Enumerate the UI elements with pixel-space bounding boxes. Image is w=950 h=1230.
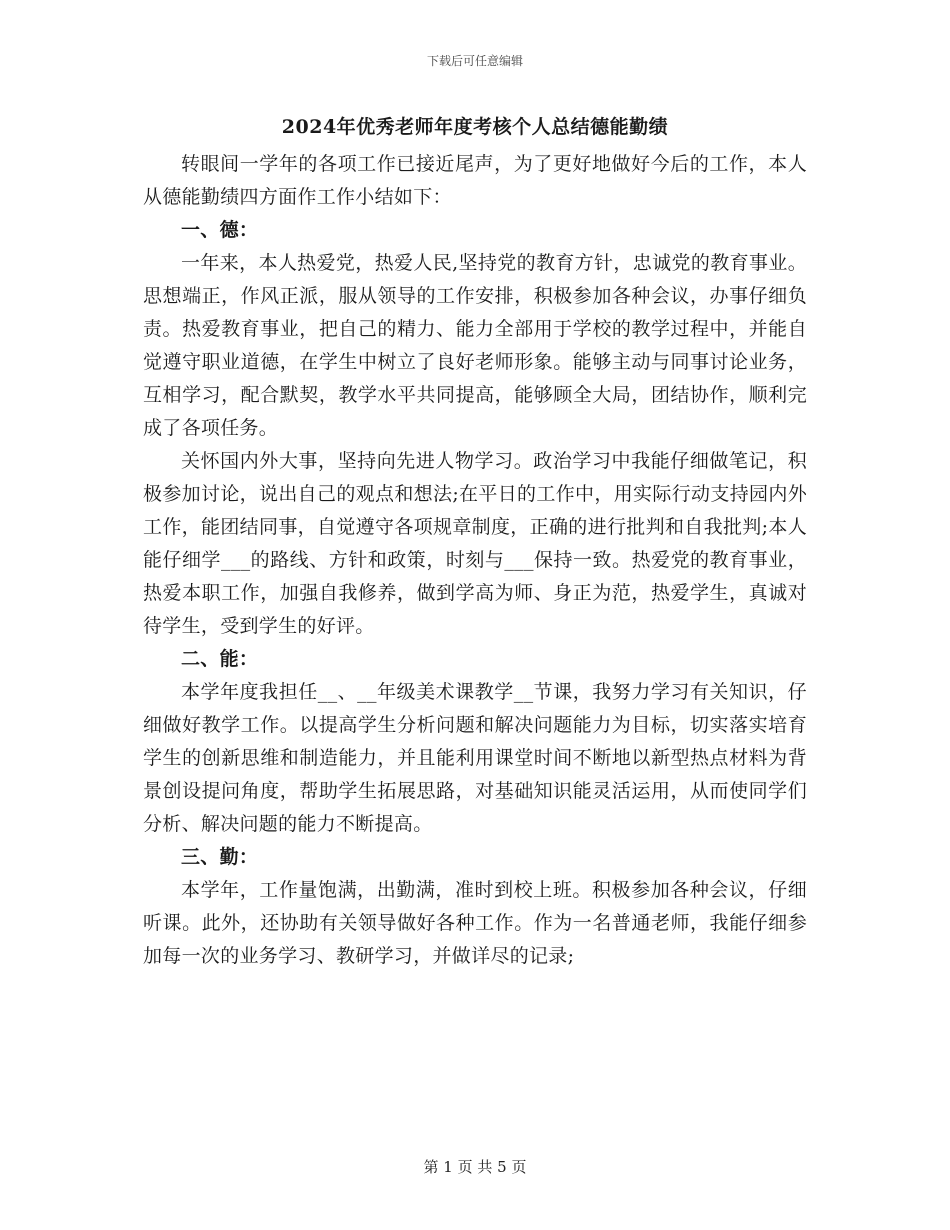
section-heading-de: 一、德： — [181, 219, 259, 241]
section-neng-paragraph-1: 本学年度我担任__、__年级美术课教学__节课，我努力学习有关知识，仔细做好教学工作。以提高学生分析问题和解决问题能力为目标，切实落实培育学生的创新思维和制造能力，并且能利用课堂时间不断地以新型热点材料为背景创设提问角度，帮助学生拓展思路，对基础知识能灵活运用，从而使同学们分析、解决问题的能力不断提高。 — [143, 681, 807, 835]
page-number: 第 1 页 共 5 页 — [423, 1158, 527, 1176]
document-body — [143, 148, 807, 973]
section-heading-qin: 三、勤： — [181, 846, 259, 868]
document-title: 2024年优秀老师年度考核个人总结德能勤绩 — [281, 116, 669, 138]
page-header-note: 下载后可任意编辑 — [426, 54, 523, 68]
section-qin-paragraph-1: 本学年，工作量饱满，出勤满，准时到校上班。积极参加各种会议，仔细听课。此外，还协助有关领导做好各种工作。作为一名普通老师，我能仔细参加每一次的业务学习、教研学习，并做详尽的记录; — [143, 879, 807, 967]
intro-paragraph: 转眼间一学年的各项工作已接近尾声，为了更好地做好今后的工作，本人从德能勤绩四方面作工作小结如下： — [143, 153, 807, 208]
section-de-paragraph-2: 关怀国内外大事，坚持向先进人物学习。政治学习中我能仔细做笔记，积极参加讨论，说出自己的观点和想法;在平日的工作中，用实际行动支持园内外工作，能团结同事，自觉遵守各项规章制度，正确的进行批判和自我批判;本人能仔细学___的路线、方针和政策，时刻与___保持一致。热爱党的教育事业，热爱本职工作，加强自我修养，做到学高为师、身正为范，热爱学生，真诚对待学生，受到学生的好评。 — [143, 450, 807, 637]
section-heading-neng: 二、能： — [181, 648, 259, 670]
section-de-paragraph-1: 一年来，本人热爱党，热爱人民,坚持党的教育方针，忠诚党的教育事业。思想端正，作风正派，服从领导的工作安排，积极参加各种会议，办事仔细负责。热爱教育事业，把自己的精力、能力全部用于学校的教学过程中，并能自觉遵守职业道德，在学生中树立了良好老师形象。能够主动与同事讨论业务，互相学习，配合默契，教学水平共同提高，能够顾全大局，团结协作，顺利完成了各项任务。 — [143, 252, 807, 439]
